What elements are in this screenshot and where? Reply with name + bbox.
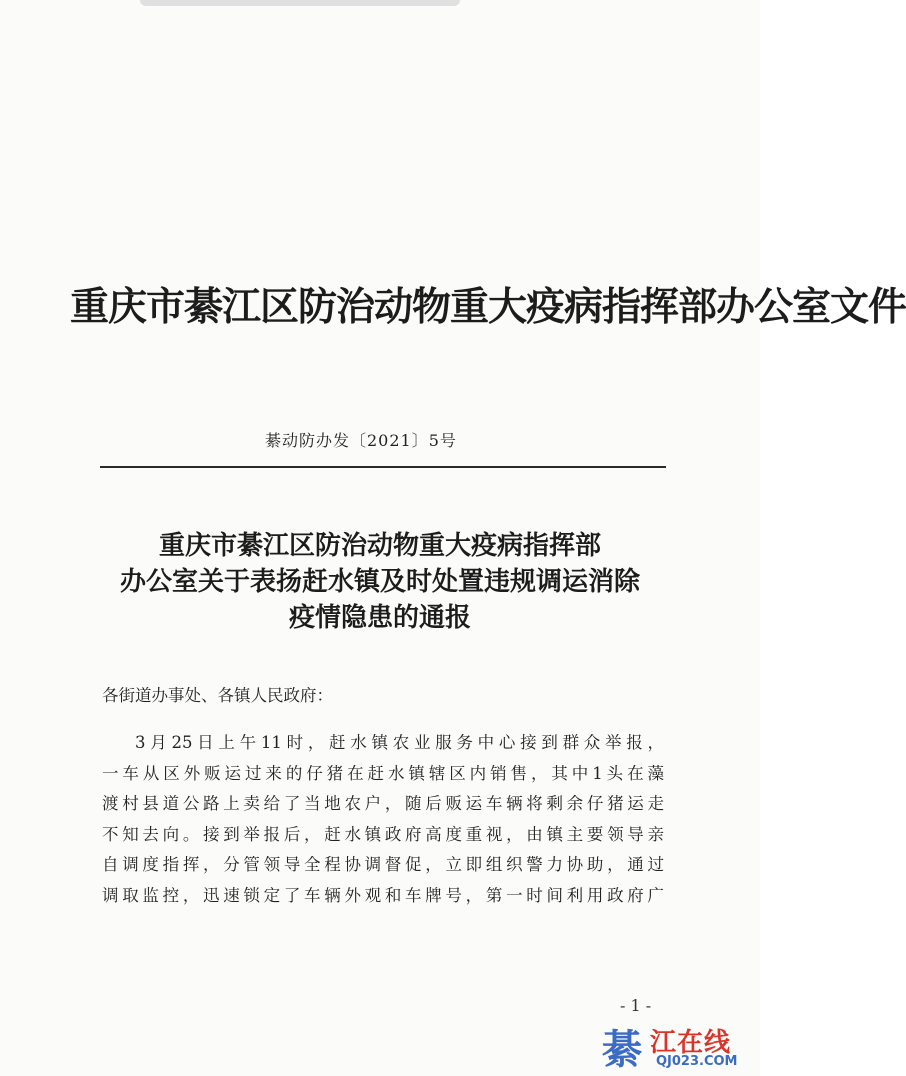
notice-title-line: 办公室关于表扬赶水镇及时处置违规调运消除 <box>119 567 640 597</box>
body-line: 渡村县道公路上卖给了当地农户，随后贩运车辆将剩余仔猪运走 <box>102 794 664 813</box>
addressee-line: 各街道办事处、各镇人民政府： <box>102 686 333 705</box>
header-divider <box>100 466 666 468</box>
notice-title <box>80 528 680 636</box>
scan-smudge <box>140 0 460 6</box>
watermark-name: 江在线 <box>650 1028 732 1058</box>
body-line: 不知去向。接到举报后，赶水镇政府高度重视，由镇主要领导亲 <box>102 824 664 844</box>
watermark-url: QJ023.COM <box>656 1054 738 1069</box>
body-line: 调取监控，迅速锁定了车辆外观和车牌号，第一时间利用政府广 <box>102 885 664 905</box>
document-number: 綦动防办发〔2021〕5号 <box>265 431 457 450</box>
notice-body <box>102 728 664 911</box>
notice-title-line: 疫情隐患的通报 <box>288 603 471 633</box>
watermark-char: 綦 <box>602 1027 642 1073</box>
page-number: - 1 - <box>620 996 652 1015</box>
site-watermark-logo <box>598 1018 758 1074</box>
notice-title-line: 重庆市綦江区防治动物重大疫病指挥部 <box>158 531 601 561</box>
body-line: 自调度指挥，分管领导全程协调督促，立即组织警力协助，通过 <box>102 855 664 874</box>
body-line: 3月25日上午11时，赶水镇农业服务中心接到群众举报， <box>135 733 664 752</box>
issuer-header-title: 重庆市綦江区防治动物重大疫病指挥部办公室文件 <box>70 285 906 330</box>
body-line: 一车从区外贩运过来的仔猪在赶水镇辖区内销售，其中1头在藻 <box>102 763 664 783</box>
